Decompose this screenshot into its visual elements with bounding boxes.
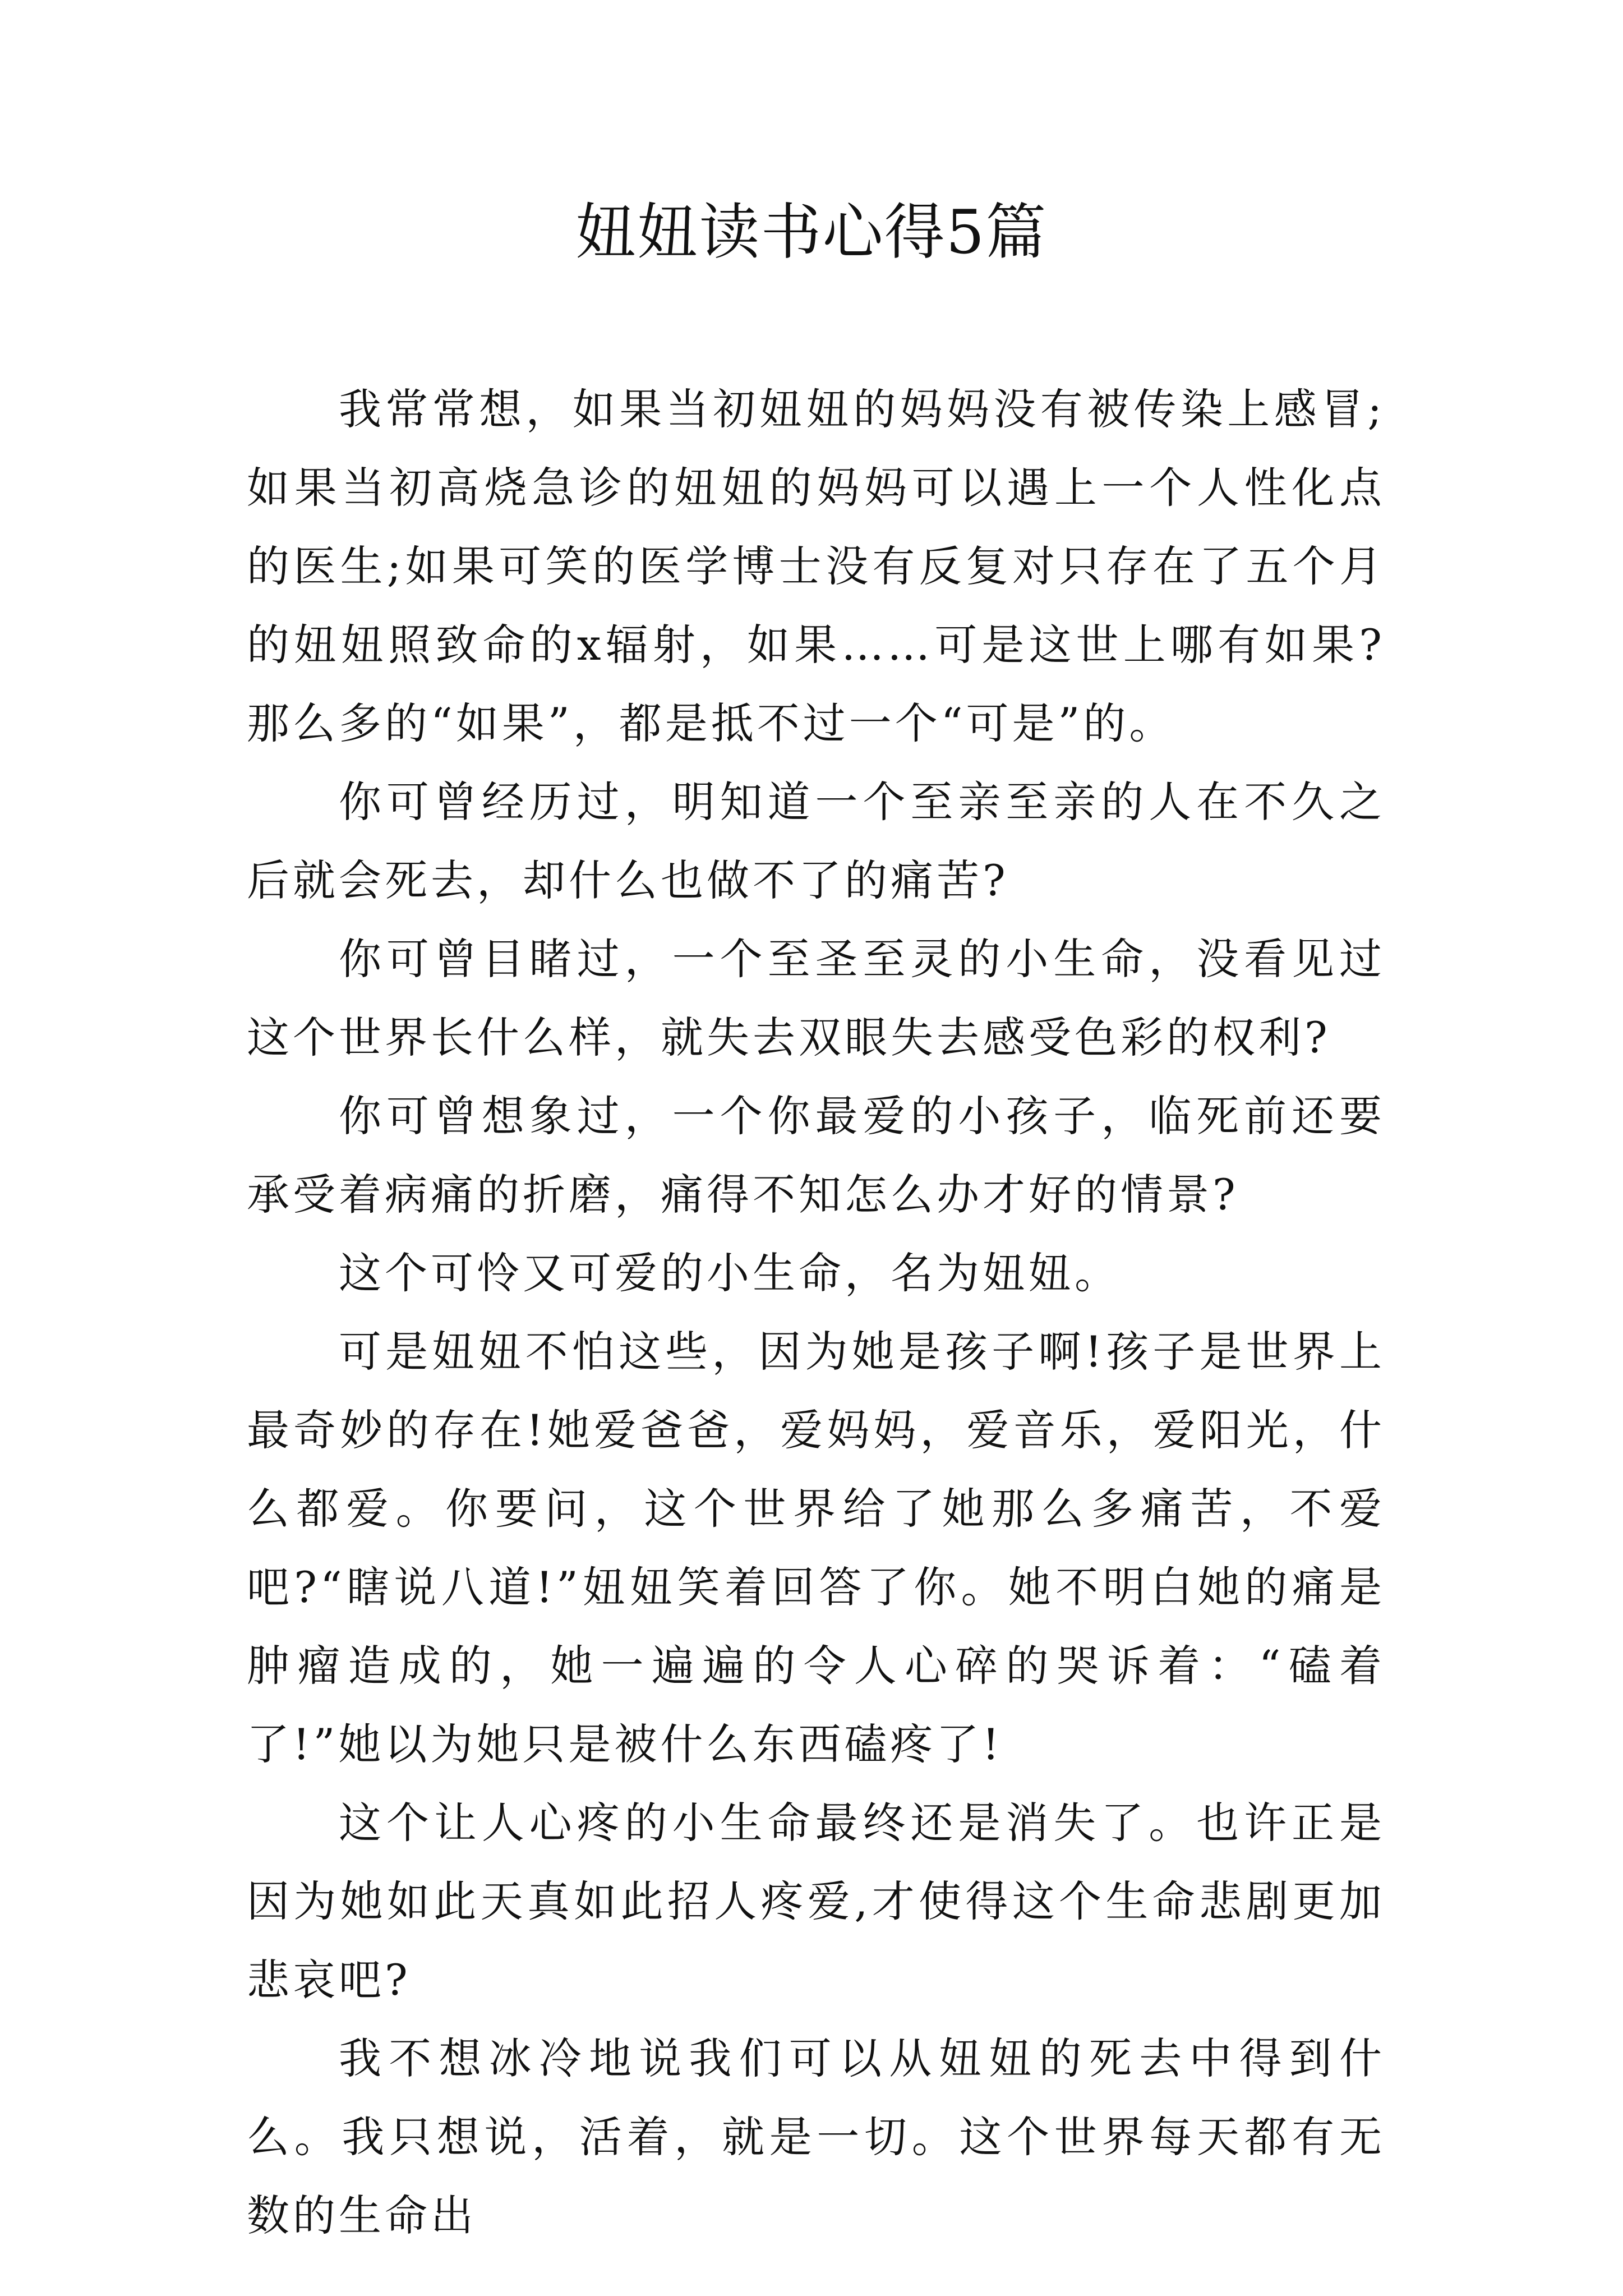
paragraph: 可是妞妞不怕这些，因为她是孩子啊!孩子是世界上最奇妙的存在!她爱爸爸，爱妈妈，爱音乐，爱阳光，什么都爱。你要问，这个世界给了她那么多痛苦，不爱吧?“瞎说八道!”妞妞笑着回答了你。她不明白她的痛是肿瘤造成的，她一遍遍的令人心碎的哭诉着：“磕着了!”她以为她只是被什么东西磕疼了! — [247, 1327, 1385, 1769]
paragraph: 我不想冰冷地说我们可以从妞妞的死去中得到什么。我只想说，活着，就是一切。这个世界每天都有无数的生命出 — [247, 2033, 1385, 2240]
paragraph: 我常常想，如果当初妞妞的妈妈没有被传染上感冒;如果当初高烧急诊的妞妞的妈妈可以遇上一个人性化点的医生;如果可笑的医学博士没有反复对只存在了五个月的妞妞照致命的x辐射，如果……可是这世上哪有如果?那么多的“如果”，都是抵不过一个“可是”的。 — [247, 384, 1385, 748]
document-body — [247, 370, 1385, 2255]
paragraph: 你可曾经历过，明知道一个至亲至亲的人在不久之后就会死去，却什么也做不了的痛苦? — [247, 777, 1385, 905]
paragraph: 这个让人心疼的小生命最终还是消失了。也许正是因为她如此天真如此招人疼爱,才使得这个生命悲剧更加悲哀吧? — [247, 1798, 1385, 2005]
paragraph: 你可曾目睹过，一个至圣至灵的小生命，没看见过这个世界长什么样，就失去双眼失去感受色彩的权利? — [247, 934, 1385, 1062]
paragraph: 这个可怜又可爱的小生命，名为妞妞。 — [339, 1248, 1121, 1298]
paragraph: 你可曾想象过，一个你最爱的小孩子，临死前还要承受着病痛的折磨，痛得不知怎么办才好的情景? — [247, 1091, 1385, 1220]
document-title: 妞妞读书心得5篇 — [575, 197, 1048, 268]
